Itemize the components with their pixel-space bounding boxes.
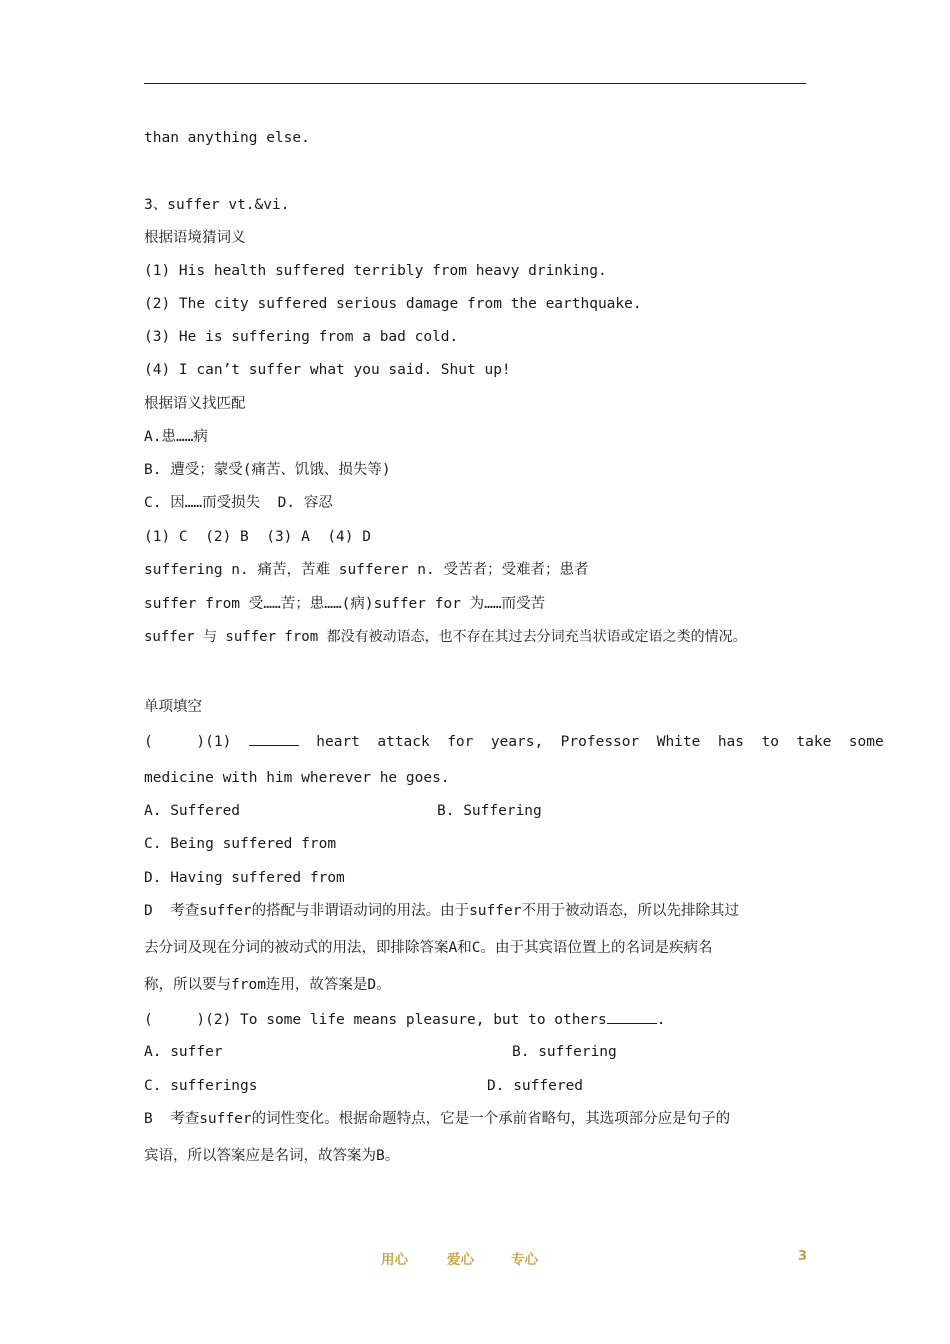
question-2	[144, 1009, 665, 1030]
question-2-suffix: .	[656, 1012, 666, 1028]
explanation-line: D 考查suffer的搭配与非谓语动词的用法。由于suffer不用于被动语态，所以先排除其过	[144, 903, 739, 919]
meaning-line: C. 因……而受损失 D. 容忍	[144, 495, 333, 511]
exercise-label: 单项填空	[144, 699, 202, 715]
answer-blank	[607, 1009, 657, 1024]
question-1-stem: heart attack for years, Professor White has to take some	[316, 734, 884, 750]
option-b: B. suffering	[512, 1044, 617, 1060]
example-line: (1) His health suffered terribly from heavy drinking.	[144, 263, 607, 279]
example-line: (3) He is suffering from a bad cold.	[144, 329, 459, 345]
answer-blank	[249, 731, 299, 746]
option-b: B. Suffering	[437, 803, 542, 819]
question-1-stem-cont: medicine with him wherever he goes.	[144, 770, 450, 786]
question-1	[144, 731, 884, 752]
note-line: suffer 与 suffer from 都没有被动语态，也不存在其过去分词充当状语或定语之类的情况。	[144, 629, 747, 645]
continuation-text: than anything else.	[144, 130, 310, 146]
guess-label: 根据语境猜词义	[144, 230, 246, 246]
explanation-line: 去分词及现在分词的被动式的用法，即排除答案A和C。由于其宾语位置上的名词是疾病名	[144, 940, 713, 956]
question-1-prefix: ( )(1)	[144, 734, 232, 750]
option-d: D. suffered	[487, 1078, 584, 1094]
page-number: 3	[798, 1249, 808, 1264]
option-c: C. sufferings	[144, 1078, 258, 1094]
option-a: A. Suffered	[144, 803, 241, 819]
option-a: A. suffer	[144, 1044, 223, 1060]
option-d: D. Having suffered from	[144, 870, 345, 886]
note-line: suffering n. 痛苦，苦难 sufferer n. 受苦者；受难者；患者	[144, 562, 589, 578]
note-line: suffer from 受……苦；患……(病)suffer for 为……而受苦	[144, 596, 546, 612]
explanation-line: 宾语，所以答案应是名词，故答案为B。	[144, 1148, 400, 1164]
explanation-line: B 考查suffer的词性变化。根据命题特点，它是一个承前省略句，其选项部分应是句子的	[144, 1111, 731, 1127]
meaning-line: B. 遭受；蒙受(痛苦、饥饿、损失等)	[144, 462, 391, 478]
section-heading: 3、suffer vt.&vi.	[144, 197, 290, 213]
footer-item: 用心	[381, 1252, 408, 1268]
question-2-prefix: ( )(2) To some life means pleasure, but to others	[144, 1012, 607, 1028]
explanation-line: 称，所以要与from连用，故答案是D。	[144, 977, 391, 993]
meaning-line: A.患……病	[144, 429, 208, 445]
footer-item: 专心	[511, 1252, 538, 1268]
example-line: (2) The city suffered serious damage from the earthquake.	[144, 296, 642, 312]
option-c: C. Being suffered from	[144, 836, 337, 852]
example-line: (4) I can’t suffer what you said. Shut up!	[144, 362, 511, 378]
footer-item: 爱心	[447, 1252, 474, 1268]
match-label: 根据语义找匹配	[144, 396, 246, 412]
header-rule	[144, 83, 806, 84]
answer-key: (1) C (2) B (3) A (4) D	[144, 529, 371, 545]
